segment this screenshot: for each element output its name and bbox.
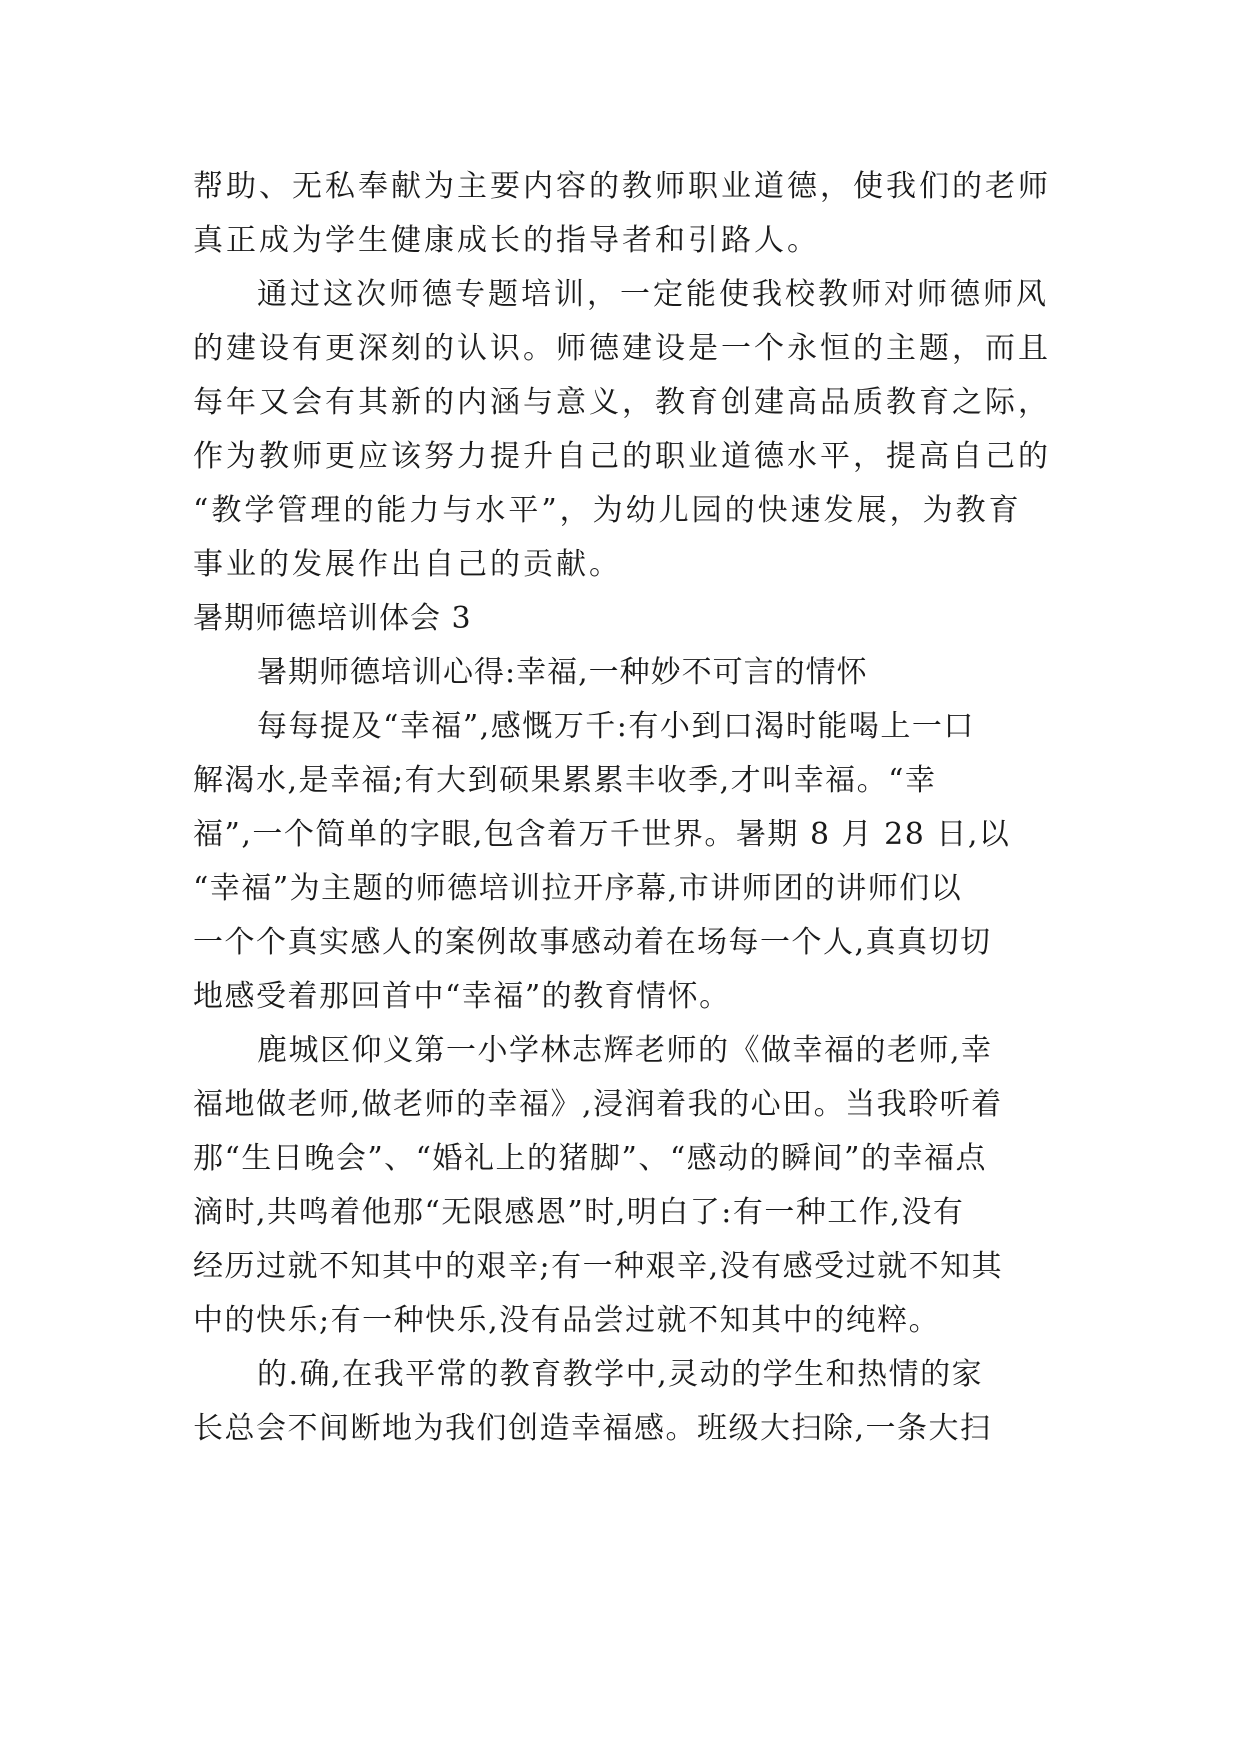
section-heading: 暑期师德培训体会 3: [193, 601, 472, 636]
paragraph-line: 帮助、无私奉献为主要内容的教师职业道德，使我们的老师: [193, 169, 1051, 204]
paragraph-line: 长总会不间断地为我们创造幸福感。班级大扫除,一条大扫: [193, 1411, 992, 1446]
paragraph-line: 每年又会有其新的内涵与意义，教育创建高品质教育之际，: [193, 385, 1051, 420]
paragraph-4: [193, 1024, 1055, 1348]
document-page: [193, 160, 1055, 1456]
paragraph-line: 地感受着那回首中“幸福”的教育情怀。: [193, 979, 731, 1014]
paragraph-line: 福地做老师,做老师的幸福》,浸润着我的心田。当我聆听着: [193, 1087, 1003, 1122]
paragraph-line: “教学管理的能力与水平”，为幼儿园的快速发展，为教育: [193, 493, 1022, 528]
paragraph-5: [193, 1348, 1055, 1456]
paragraph-line: 福”,一个简单的字眼,包含着万千世界。暑期 8 月 28 日,以: [193, 817, 1011, 852]
paragraph-1: [193, 160, 1055, 268]
paragraph-line: 滴时,共鸣着他那“无限感恩”时,明白了:有一种工作,没有: [193, 1195, 965, 1230]
paragraph-line: 事业的发展作出自己的贡献。: [193, 547, 622, 582]
paragraph-line: 通过这次师德专题培训，一定能使我校教师对师德师风: [257, 277, 1049, 312]
paragraph-2: [193, 268, 1055, 592]
paragraph-line: 的.确,在我平常的教育教学中,灵动的学生和热情的家: [257, 1357, 984, 1392]
paragraph-line: 每每提及“幸福”,感慨万千:有小到口渴时能喝上一口: [257, 709, 975, 744]
paragraph-line: 中的快乐;有一种快乐,没有品尝过就不知其中的纯粹。: [193, 1303, 941, 1338]
paragraph-line: 那“生日晚会”、“婚礼上的猪脚”、“感动的瞬间”的幸福点: [193, 1141, 988, 1176]
paragraph-line: 一个个真实感人的案例故事感动着在场每一个人,真真切切: [193, 925, 992, 960]
paragraph-line: 解渴水,是幸福;有大到硕果累累丰收季,才叫幸福。“幸: [193, 763, 937, 798]
paragraph-line: 鹿城区仰义第一小学林志辉老师的《做幸福的老师,幸: [257, 1033, 993, 1068]
paragraph-line: “幸福”为主题的师德培训拉开序幕,市讲师团的讲师们以: [193, 871, 963, 906]
paragraph-line: 作为教师更应该努力提升自己的职业道德水平，提高自己的: [193, 439, 1051, 474]
article-subtitle: 暑期师德培训心得:幸福,一种妙不可言的情怀: [257, 655, 868, 690]
paragraph-line: 的建设有更深刻的认识。师德建设是一个永恒的主题，而且: [193, 331, 1051, 366]
paragraph-line: 真正成为学生健康成长的指导者和引路人。: [193, 223, 820, 258]
paragraph-line: 经历过就不知其中的艰辛;有一种艰辛,没有感受过就不知其: [193, 1249, 1004, 1284]
paragraph-3: [193, 700, 1055, 1024]
